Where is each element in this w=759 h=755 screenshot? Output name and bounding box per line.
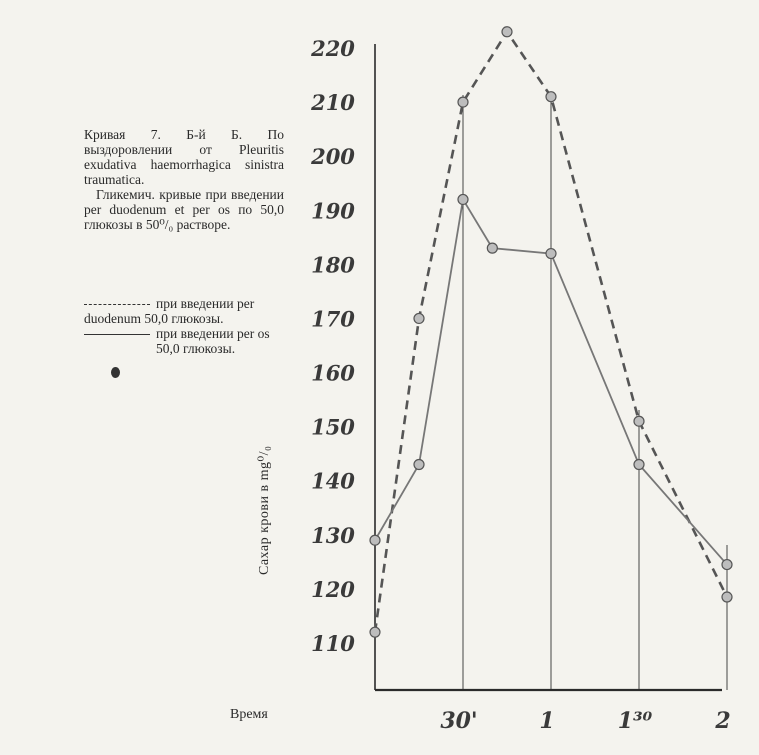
solid-series-point xyxy=(722,560,732,570)
figure-caption xyxy=(84,127,284,232)
y-tick-label: 180 xyxy=(311,252,355,278)
solid-series-point xyxy=(634,460,644,470)
y-tick-label: 200 xyxy=(311,144,355,170)
x-tick-label: 1³⁰ xyxy=(617,708,653,734)
dashed-series-point xyxy=(502,27,512,37)
solid-series-point xyxy=(487,243,497,253)
y-tick-label: 140 xyxy=(311,468,355,494)
caption-title: Кривая 7. Б-й Б. По выздоровлении от Pleuritis exudativa haemorrhagica sinistra traumatica. xyxy=(84,127,284,187)
y-tick-label: 210 xyxy=(311,90,355,116)
caption-subtitle: Гликемич. кривые при введении per duodenum et per os по 50,0 глюкозы в 50⁰/₀ растворе. xyxy=(84,187,284,232)
y-tick-label: 220 xyxy=(311,36,355,61)
dashed-series-point xyxy=(458,97,468,107)
legend-dashed-swatch xyxy=(84,296,156,311)
y-tick-labels xyxy=(310,36,355,656)
dashed-series-point xyxy=(634,416,644,426)
y-tick-label: 170 xyxy=(311,306,355,332)
legend xyxy=(84,296,284,356)
solid-series-point xyxy=(414,460,424,470)
legend-dashed-label-cont: duodenum 50,0 глюкозы. xyxy=(84,311,224,326)
dashed-series-point xyxy=(546,92,556,102)
chart-axes xyxy=(375,44,722,690)
solid-series-point xyxy=(546,249,556,259)
y-tick-label: 110 xyxy=(311,631,355,656)
x-tick-label: 2 xyxy=(715,708,731,734)
x-tick-label: 1 xyxy=(539,708,555,734)
legend-solid-swatch xyxy=(84,326,156,341)
solid-series-point xyxy=(458,194,468,204)
ink-blot xyxy=(111,367,120,378)
y-tick-label: 130 xyxy=(311,522,355,548)
y-axis-label: Сахар крови в mg⁰/₀ xyxy=(257,445,272,575)
dashed-series-point xyxy=(370,627,380,637)
y-tick-label: 160 xyxy=(311,360,355,386)
legend-dashed-label: при введении per xyxy=(156,296,255,311)
dashed-series-point xyxy=(722,592,732,602)
y-tick-label: 190 xyxy=(311,198,355,224)
vertical-gridlines xyxy=(463,95,727,690)
y-tick-label: 150 xyxy=(311,414,355,440)
dashed-series-point xyxy=(414,313,424,323)
x-axis-label: Время xyxy=(230,707,268,722)
legend-solid-label: при введении per os 50,0 глюкозы. xyxy=(156,326,270,356)
solid-series-point xyxy=(370,535,380,545)
y-tick-label: 120 xyxy=(311,576,355,602)
x-tick-label: 30' xyxy=(440,708,478,734)
x-tick-labels xyxy=(440,708,730,734)
legend-solid xyxy=(84,326,284,356)
legend-dashed xyxy=(84,296,284,311)
